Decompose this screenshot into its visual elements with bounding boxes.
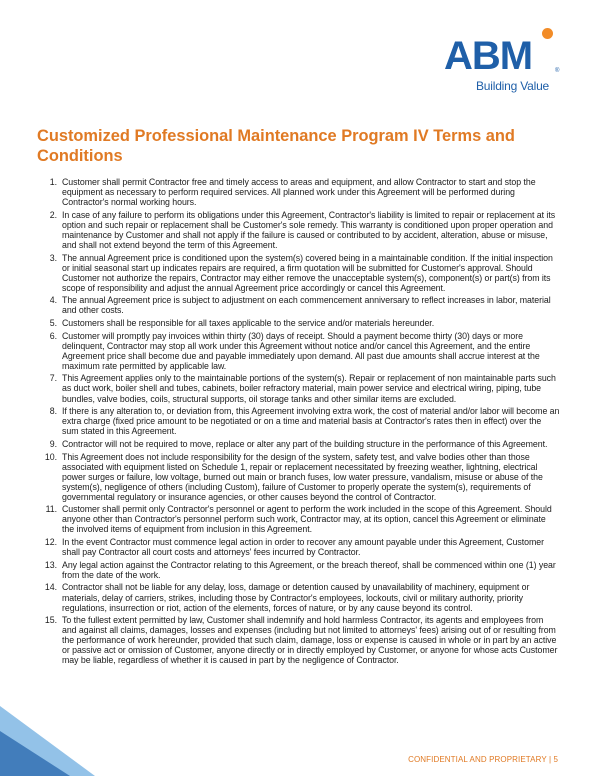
term-number: 13.: [44, 559, 57, 570]
term-item: [36, 331, 560, 371]
logo-orange-dot: [542, 28, 553, 39]
corner-decoration: [0, 686, 120, 776]
term-item: [36, 504, 560, 534]
term-number: 12.: [44, 537, 57, 548]
term-number: 3.: [49, 252, 57, 263]
terms-list: [36, 177, 560, 668]
term-text: Customer will promptly pay invoices within thirty (30) days of receipt. Should a payment become thirty (30) days or more delinquent, Contractor may stop all work under this Agreement without notice and/or cancel this Agreement, and the entire Agreement price shall become due and payable immediately upon demand. All past due amounts shall accrue interest at the maximum rate permitted by applicable law.: [62, 330, 540, 371]
term-text: This Agreement does not include responsibility for the design of the system, safety test, and valve bodies other than those associated with equipment listed on Schedule 1, repair or replacement necessitated by freezing weather, lightning, electrical power surges or failure, low voltage, burned out main or branch fuses, low water pressure, vandalism, misuse or abuse of the system(s), negligence of others (including Custom), failure of Customer to properly operate the system(s), requirements of governmental regulatory or insurance agencies, or other causes beyond the control of Contractor.: [62, 451, 543, 502]
term-item: [36, 582, 560, 612]
term-number: 6.: [49, 330, 57, 341]
term-text: Contractor will not be required to move, replace or alter any part of the building structure in the performance of this Agreement.: [62, 438, 548, 449]
term-item: [36, 210, 560, 250]
footer-confidential: CONFIDENTIAL AND PROPRIETARY | 5: [408, 755, 558, 764]
term-text: Customer shall permit only Contractor's personnel or agent to perform the work included in the scope of this Agreement. Should anyone other than Contractor's personnel perform such work, Contractor may, at its option, cancel this Agreement or eliminate the involved items of equipment from inclusion in this Agreement.: [62, 504, 552, 535]
page-title: Customized Professional Maintenance Program IV Terms and Conditions: [37, 127, 515, 165]
term-number: 8.: [49, 406, 57, 417]
term-item: [36, 295, 560, 315]
term-item: [36, 452, 560, 502]
term-text: In case of any failure to perform its obligations under this Agreement, Contractor's liability is limited to repair or replacement at its option and such repair or replacement shall be Customer's sole remedy. This warranty is conditioned upon proper operation and maintenance by Customer and shall not apply if the failure is caused or contributed to by accident, alteration, abuse or misuse, and shall not extend beyond the term of this Agreement.: [62, 209, 556, 250]
term-text: The annual Agreement price is subject to adjustment on each commencement anniversary to reflect increases in labor, material and other costs.: [62, 295, 551, 316]
term-item: [36, 537, 560, 557]
term-item: [36, 373, 560, 403]
term-number: 15.: [44, 615, 57, 626]
term-text: To the fullest extent permitted by law, Customer shall indemnify and hold harmless Contractor, its agents and employees from and against all claims, damages, losses and expenses (including but not limited to attorneys' fees) arising out of or resulting from the performance of work hereunder, provided that such claim, damage, loss or expense is caused in whole or in part by an active or passive act or omission of Customer, anyone directly or in directly employed by Customer, or anyone for whose acts Customer may be liable, regardless of whether it is caused in part by the negligence of Contractor.: [62, 615, 558, 666]
term-item: [36, 439, 560, 449]
term-number: 4.: [49, 295, 57, 306]
term-text: Customers shall be responsible for all taxes applicable to the service and/or materials hereunder.: [62, 317, 435, 328]
term-text: In the event Contractor must commence legal action in order to recover any amount payable under this Agreement, Customer shall pay Contractor all court costs and attorneys' fees incurred by Contractor.: [62, 537, 544, 558]
term-number: 9.: [49, 438, 57, 449]
term-number: 1.: [49, 177, 57, 187]
term-text: Contractor shall not be liable for any delay, loss, damage or detention caused by unavailability of machinery, equipment or materials, delay of carriers, strikes, including those by Contractor's employees, lockouts, civil or military authority, priority regulations, insurrection or riot, action of the elements, forces of nature, or by any cause beyond its control.: [62, 582, 530, 613]
term-item: [36, 177, 560, 207]
term-number: 11.: [45, 504, 57, 515]
term-item: [36, 253, 560, 293]
term-text: Any legal action against the Contractor relating to this Agreement, or the breach thereof, shall be commenced within one (1) year from the date of the work.: [62, 559, 556, 580]
registered-mark: ®: [555, 68, 560, 74]
term-item: [36, 318, 560, 328]
term-text: This Agreement applies only to the maintainable portions of the system(s). Repair or replacement of non maintainable parts such as duct work, boiler shell and tubes, cabinets, boiler refractory material, main power service and electrical wiring, piping, tube bundles, valve bodies, coils, structural supports, oil storage tanks and other similar items are excluded.: [62, 373, 556, 404]
term-number: 14.: [44, 582, 57, 593]
term-text: If there is any alteration to, or deviation from, this Agreement involving extra work, the cost of material and/or labor will become an extra charge (fixed price amount to be negotiated or on a time and material basis at Contractor's rates then in effect) over the sum stated in this Agreement.: [62, 406, 560, 437]
term-text: The annual Agreement price is conditioned upon the system(s) covered being in a maintainable condition. If the initial inspection or initial seasonal start up indicates repairs are required, a firm quotation will be submitted for Customer's approval. Should Customer not authorize the repairs, Contractor may either remove the unacceptable system(s), component(s) or part(s) from its scope of responsibility and adjust the annual Agreement price accordingly or cancel this Agreement.: [62, 252, 553, 293]
term-text: Customer shall permit Contractor free and timely access to areas and equipment, and allow Contractor to start and stop the equipment as necessary to perform required services. All planned work under this Agreement will be performed during Contractor's normal working hours.: [62, 177, 536, 208]
term-number: 10.: [44, 451, 57, 462]
abm-logo: [438, 28, 568, 92]
logo-tagline: Building Value: [476, 79, 550, 93]
term-item: [36, 560, 560, 580]
term-number: 5.: [49, 317, 57, 328]
term-number: 2.: [49, 209, 57, 220]
term-item: [36, 406, 560, 436]
term-item: [36, 615, 560, 665]
logo-wordmark: ABM: [444, 34, 533, 78]
term-number: 7.: [49, 373, 57, 384]
